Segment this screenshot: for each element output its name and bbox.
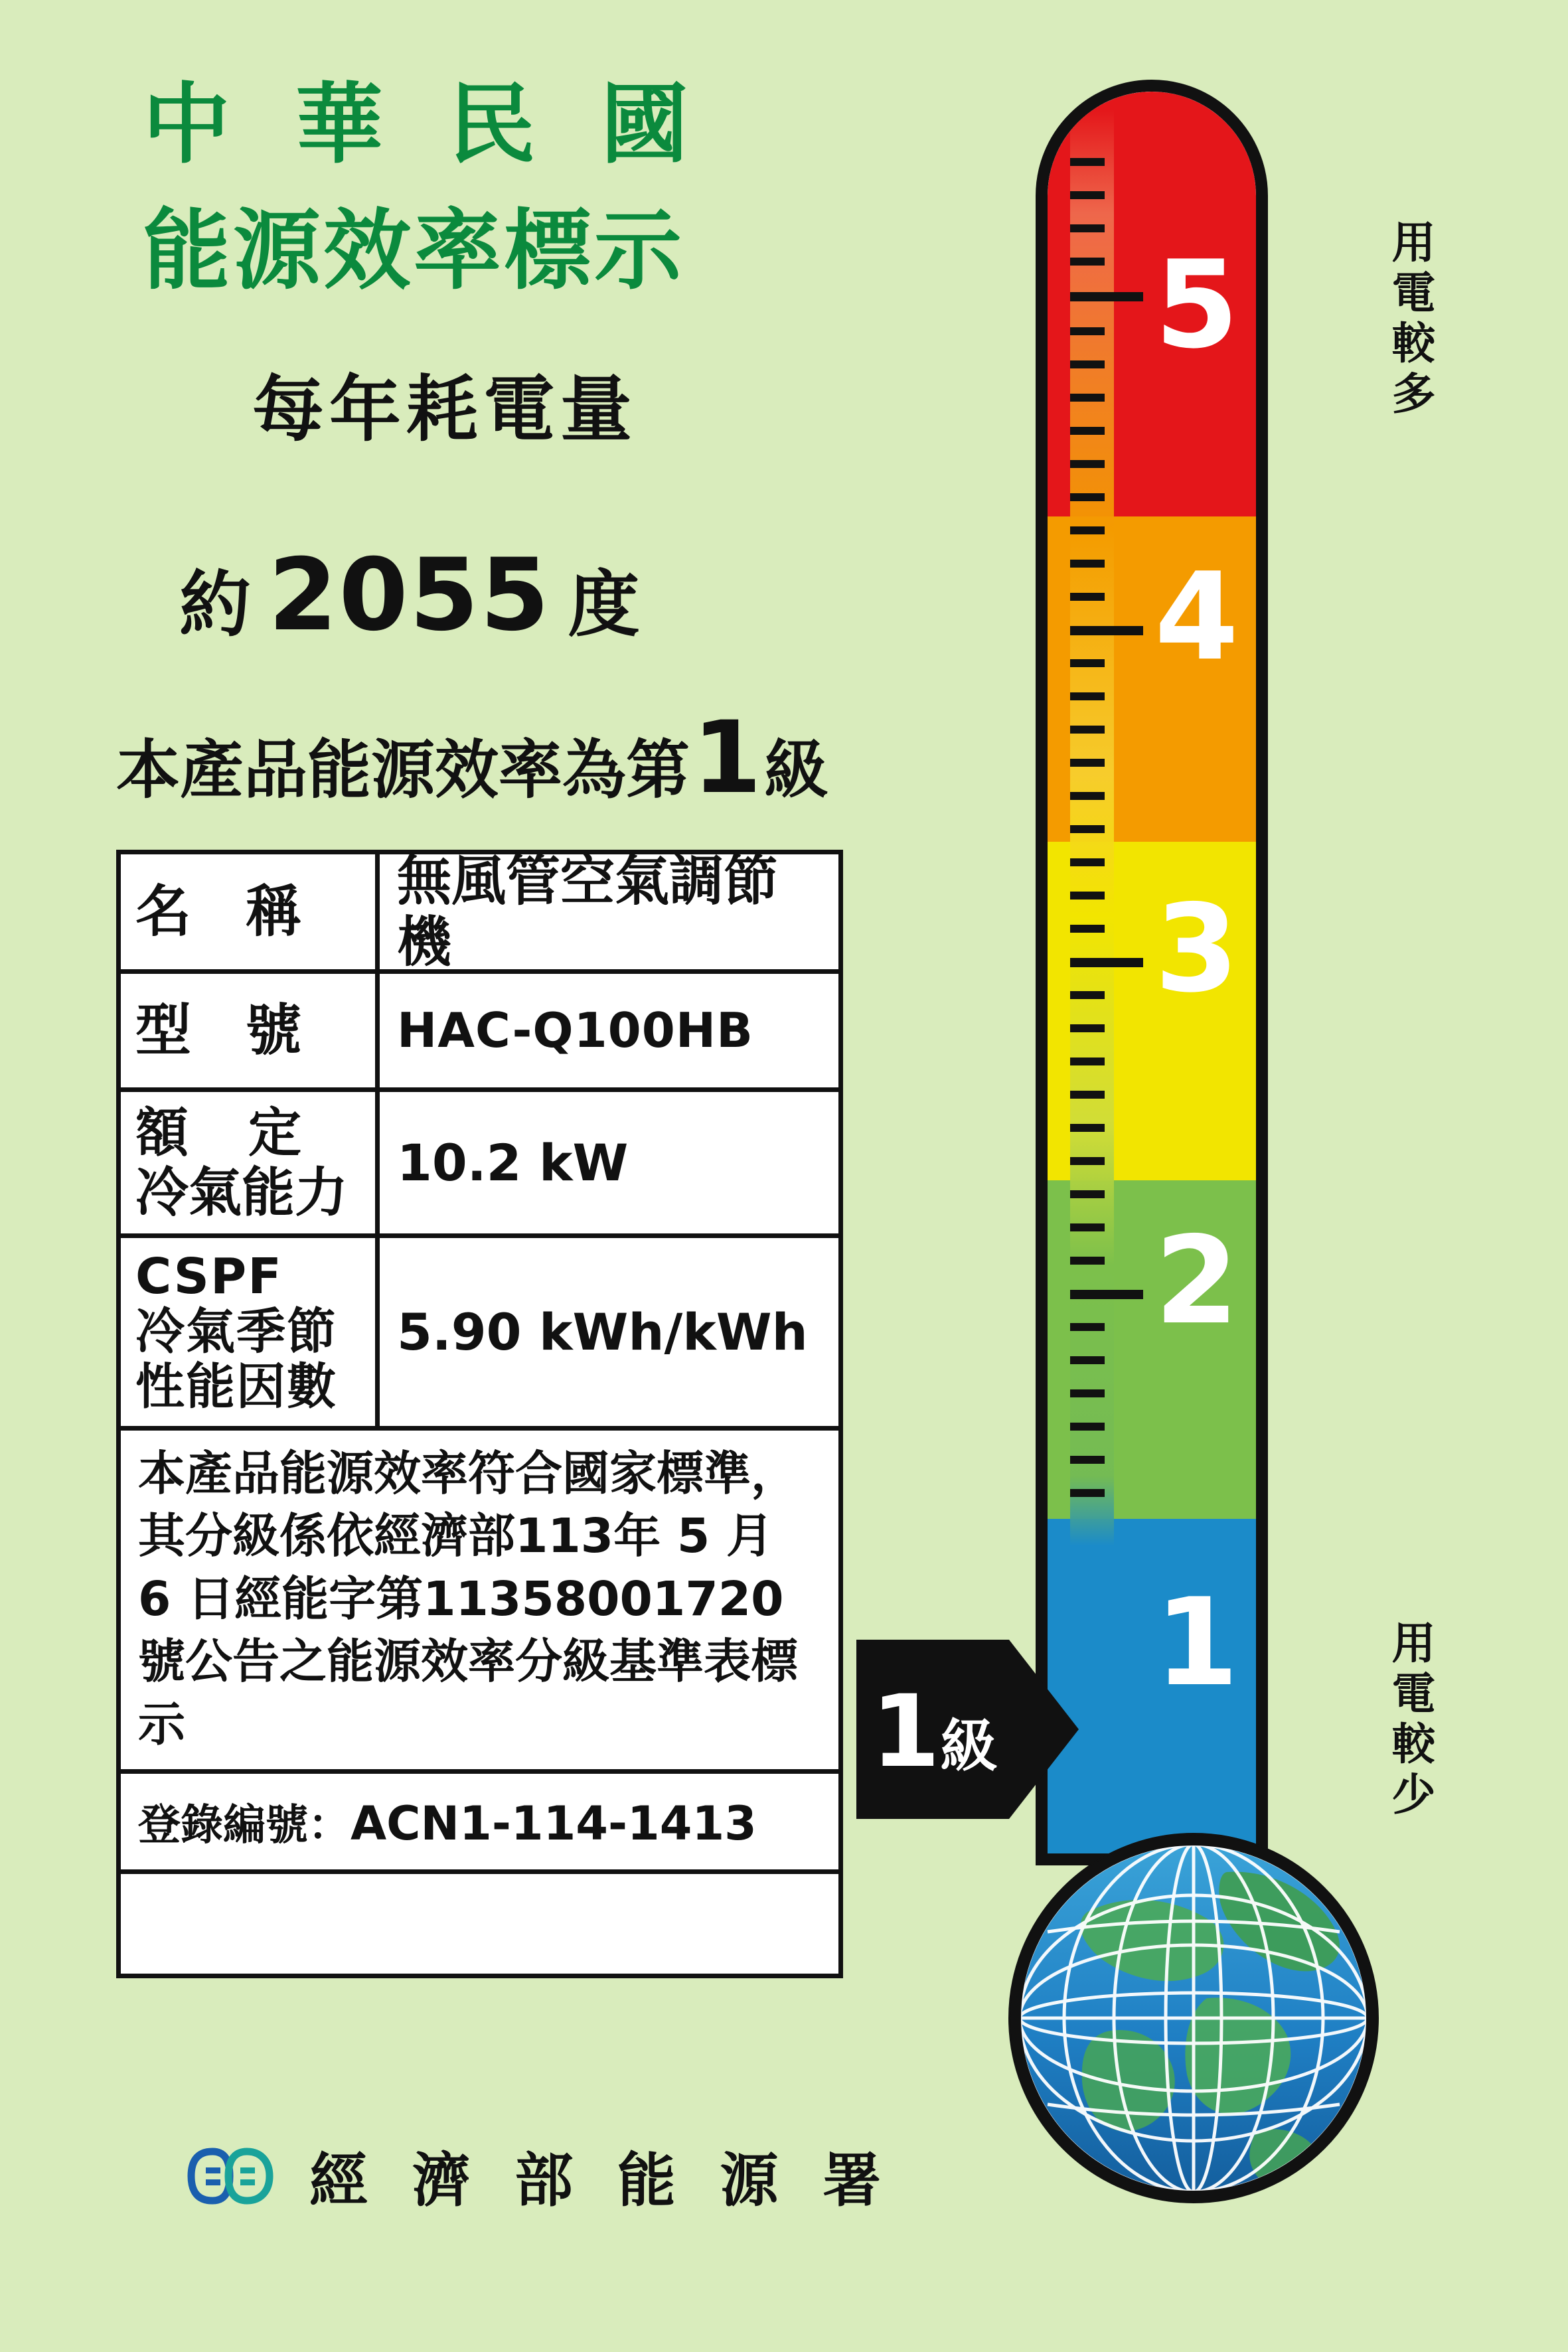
spec-key-cspf-line3: 性能因數	[135, 1358, 337, 1415]
footer	[186, 2134, 893, 2218]
label-subtitle: 每年耗電量	[252, 368, 638, 451]
scale-note-high: 用電較多	[1384, 219, 1435, 421]
efficiency-scale	[1036, 80, 1314, 1885]
spec-key-capacity-left: 額	[135, 1101, 189, 1164]
grade-statement-suffix: 級	[764, 733, 828, 807]
annual-consumption	[179, 538, 640, 653]
spec-key-cspf-line1: CSPF	[135, 1248, 283, 1306]
spec-key-model-left: 型	[135, 998, 192, 1063]
standard-note: 本產品能源效率符合國家標準，其分級係依經濟部113年 5 月 6 日經能字第11358001720號公告之能源效率分級基準表標示	[138, 1446, 799, 1752]
scale-number-5: 5	[1154, 234, 1239, 375]
spec-key-name	[121, 854, 380, 969]
grade-pointer-number: 1	[871, 1674, 941, 1790]
spec-key-cspf	[121, 1238, 380, 1426]
scale-outline	[1036, 80, 1268, 1865]
spec-key-model-right: 號	[245, 998, 301, 1063]
energy-bureau-logo-icon	[186, 2140, 285, 2213]
scale-number-2: 2	[1154, 1210, 1239, 1351]
table-row	[121, 849, 838, 974]
registration-label: 登錄編號：	[138, 1801, 351, 1851]
table-row	[121, 1238, 838, 1431]
label-title-line1: 中 華 民 國	[143, 74, 706, 176]
table-row-note	[121, 1431, 838, 1774]
table-row	[121, 974, 838, 1092]
spec-key-capacity-line2: 冷氣能力	[135, 1161, 348, 1223]
label-title-line2: 能源效率標示	[143, 200, 684, 302]
spec-key-model	[121, 974, 380, 1087]
scale-note-low: 用電較少	[1384, 1620, 1435, 1822]
footer-agency-name: 經 濟 部 能 源 署	[309, 2146, 894, 2215]
grade-statement-prefix: 本產品能源效率為第	[116, 733, 690, 807]
table-row-blank	[121, 1874, 838, 1974]
spec-key-name-right: 稱	[245, 879, 301, 945]
consumption-unit: 度	[568, 564, 640, 647]
spec-key-cspf-line2: 冷氣季節	[135, 1303, 337, 1361]
spec-key-name-left: 名	[135, 879, 192, 945]
table-row-registration	[121, 1774, 838, 1874]
registration-value: ACN1-114-1413	[351, 1796, 757, 1851]
grade-statement	[116, 700, 828, 816]
scale-number-1: 1	[1154, 1572, 1239, 1713]
spec-value-name: 無風管空氣調節機	[397, 849, 779, 974]
grade-pointer-head	[1009, 1640, 1079, 1819]
spec-key-capacity	[121, 1092, 380, 1233]
spec-key-capacity-right: 定	[248, 1101, 301, 1164]
scale-number-4: 4	[1154, 546, 1239, 687]
globe-icon	[1008, 1832, 1379, 2204]
grade-pointer	[856, 1640, 1075, 1819]
grade-pointer-suffix: 級	[940, 1713, 998, 1780]
spec-value-cspf: 5.90 kWh/kWh	[397, 1302, 808, 1362]
spec-value-capacity: 10.2 kW	[397, 1133, 629, 1192]
scale-number-3: 3	[1154, 878, 1239, 1019]
table-row	[121, 1092, 838, 1238]
spec-table	[116, 850, 843, 1978]
consumption-value: 2055	[268, 538, 551, 653]
scale-ticks	[1070, 118, 1150, 1844]
registration-number	[121, 1774, 774, 1869]
consumption-prefix: 約	[179, 564, 252, 647]
grade-statement-number: 1	[692, 700, 762, 816]
spec-value-model: HAC-Q100HB	[397, 1002, 753, 1059]
grade-pointer-label	[871, 1674, 997, 1790]
